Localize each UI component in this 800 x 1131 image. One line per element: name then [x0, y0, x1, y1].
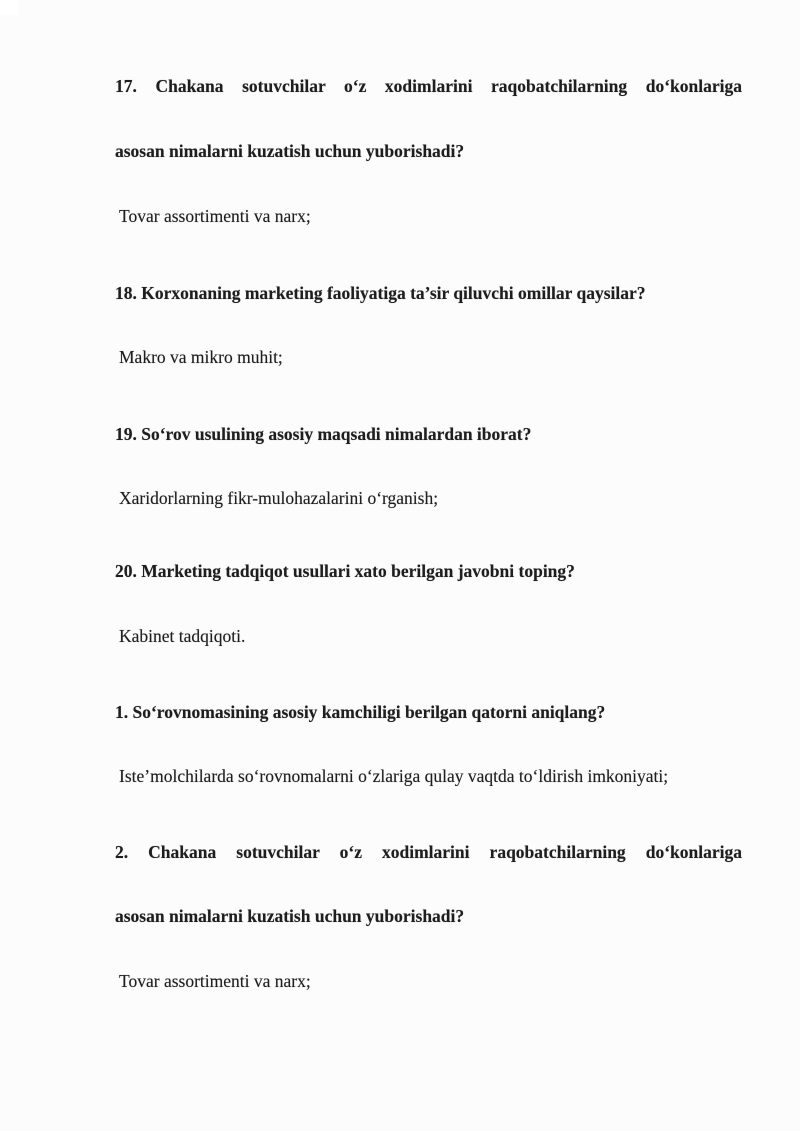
- question-2-line-2: asosan nimalarni kuzatish uchun yuborishadi?: [115, 906, 465, 926]
- question-1: 1. Soʻrovnomasining asosiy kamchiligi berilgan qatorni aniqlang?: [115, 702, 606, 722]
- question-18: 18. Korxonaning marketing faoliyatiga ta’sir qiluvchi omillar qaysilar?: [115, 283, 646, 303]
- answer-19: Xaridorlarning fikr-mulohazalarini oʻrganish;: [119, 488, 439, 508]
- question-19: 19. Soʻrov usulining asosiy maqsadi nimalardan iborat?: [115, 424, 532, 444]
- answer-1: Iste’molchilarda soʻrovnomalarni oʻzlariga qulay vaqtda toʻldirish imkoniyati;: [119, 766, 669, 786]
- scan-corner-highlight: [0, 0, 18, 15]
- question-20: 20. Marketing tadqiqot usullari xato berilgan javobni toping?: [115, 561, 575, 581]
- answer-18: Makro va mikro muhit;: [119, 347, 283, 367]
- answer-2: Tovar assortimenti va narx;: [119, 971, 311, 991]
- answer-20: Kabinet tadqiqoti.: [119, 626, 246, 646]
- question-17-line-1: 17. Chakana sotuvchilar oʻz xodimlarini raqobatchilarning doʻkonlariga: [115, 76, 742, 96]
- answer-17: Tovar assortimenti va narx;: [119, 206, 311, 226]
- question-2-line-1: 2. Chakana sotuvchilar oʻz xodimlarini raqobatchilarning doʻkonlariga: [115, 842, 742, 862]
- question-17-line-2: asosan nimalarni kuzatish uchun yuborishadi?: [115, 141, 465, 161]
